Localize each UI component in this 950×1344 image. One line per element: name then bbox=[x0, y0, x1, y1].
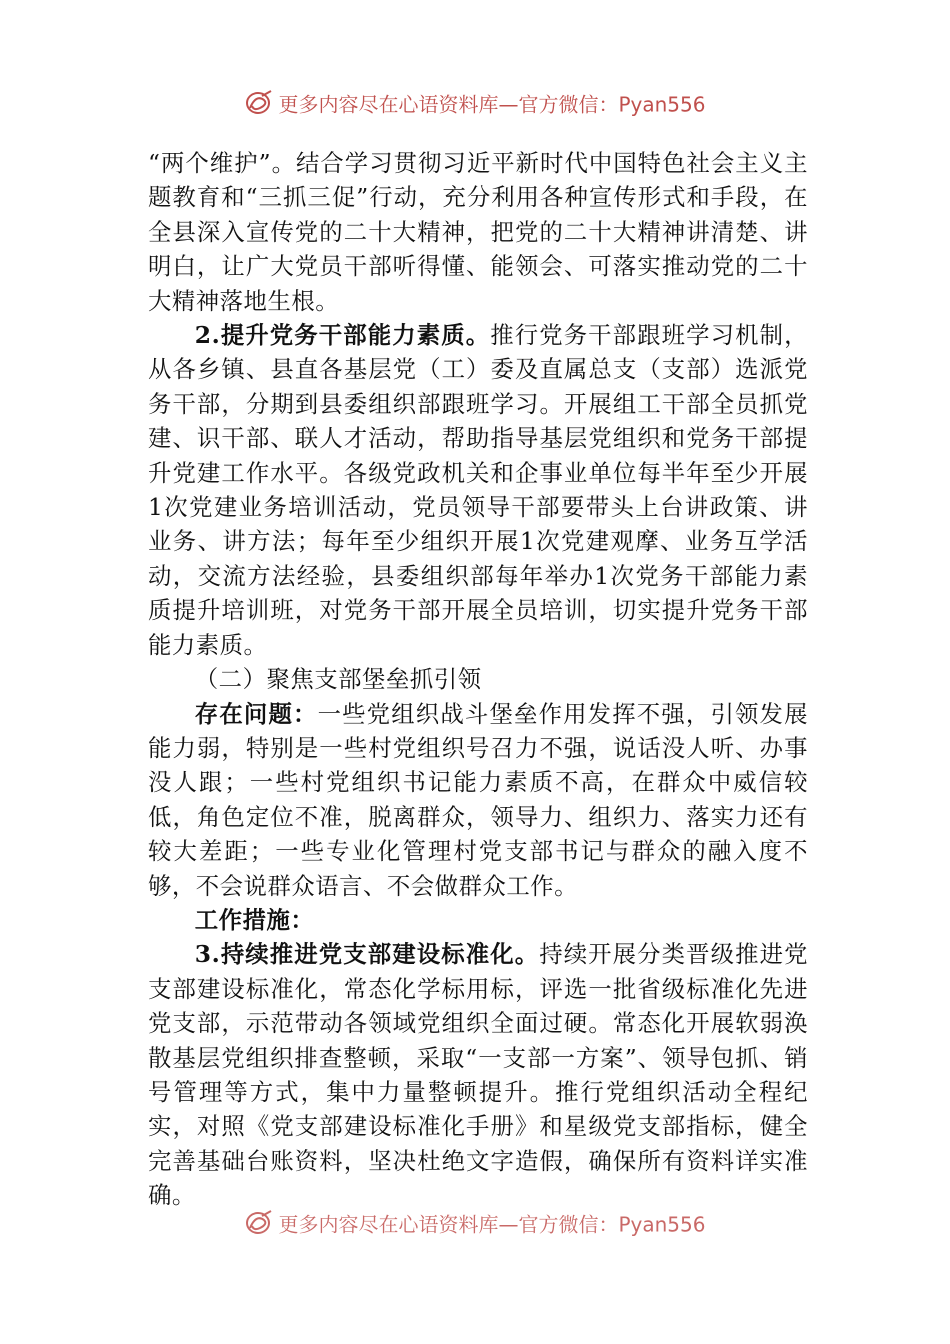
paragraph-5-body: 持续开展分类晋级推进党支部建设标准化，常态化学标用标，评选一批省级标准化先进党支部，示范带动各领域党组织全面过硬。常态化开展软弱涣散基层党组织排查整顿，采取“一支部一方案”、领导包抓、销号管理等方式，集中力量整顿提升。推行党组织活动全程纪实，对照《党支部建设标准化手册》和星级党支部指标，健全完善基础台账资料，坚决杜绝文字造假，确保所有资料详实准确。 bbox=[148, 940, 809, 1210]
paragraph-2-heading: 2.提升党务干部能力素质。 bbox=[194, 321, 491, 350]
watermark-footer bbox=[0, 1208, 950, 1238]
paragraph-5 bbox=[148, 937, 808, 1212]
watermark-header bbox=[0, 88, 950, 118]
paragraph-2 bbox=[148, 318, 808, 662]
paragraph-3-heading: 存在问题： bbox=[194, 699, 318, 728]
section-heading-2: （二）聚焦支部堡垒抓引领 bbox=[194, 665, 482, 694]
watermark-text: 更多内容尽在心语资料库—官方微信：Pyan556 bbox=[278, 1212, 706, 1237]
paragraph-5-heading: 3.持续推进党支部建设标准化。 bbox=[194, 940, 540, 969]
handwriting-logo-icon bbox=[244, 1208, 274, 1238]
paragraph-4-heading: 工作措施： bbox=[194, 905, 315, 934]
document-body bbox=[148, 146, 808, 1213]
paragraph-3 bbox=[148, 697, 808, 903]
paragraph-1: “两个维护”。结合学习贯彻习近平新时代中国特色社会主义主题教育和“三抓三促”行动，充分利用各种宣传形式和手段，在全县深入宣传党的二十大精神，把党的二十大精神讲清楚、讲明白，让广大党员干部听得懂、能领会、可落实推动党的二十大精神落地生根。 bbox=[148, 149, 808, 315]
paragraph-4 bbox=[148, 903, 808, 937]
handwriting-logo-icon bbox=[244, 88, 274, 118]
paragraph-3-body: 一些党组织战斗堡垒作用发挥不强，引领发展能力弱，特别是一些村党组织号召力不强，说话没人听、办事没人跟；一些村党组织书记能力素质不高，在群众中威信较低，角色定位不准，脱离群众，领导力、组织力、落实力还有较大差距；一些专业化管理村党支部书记与群众的融入度不够，不会说群众语言、不会做群众工作。 bbox=[148, 699, 809, 900]
paragraph-2-body: 推行党务干部跟班学习机制，从各乡镇、县直各基层党（工）委及直属总支（支部）选派党务干部，分期到县委组织部跟班学习。开展组工干部全员抓党建、识干部、联人才活动，帮助指导基层党组织和党务干部提升党建工作水平。各级党政机关和企事业单位每半年至少开展1次党建业务培训活动，党员领导干部要带头上台讲政策、讲业务、讲方法；每年至少组织开展1次党建观摩、业务互学活动，交流方法经验，县委组织部每年举办1次党务干部能力素质提升培训班，对党务干部开展全员培训，切实提升党务干部能力素质。 bbox=[148, 321, 808, 659]
watermark-text: 更多内容尽在心语资料库—官方微信：Pyan556 bbox=[278, 92, 706, 117]
